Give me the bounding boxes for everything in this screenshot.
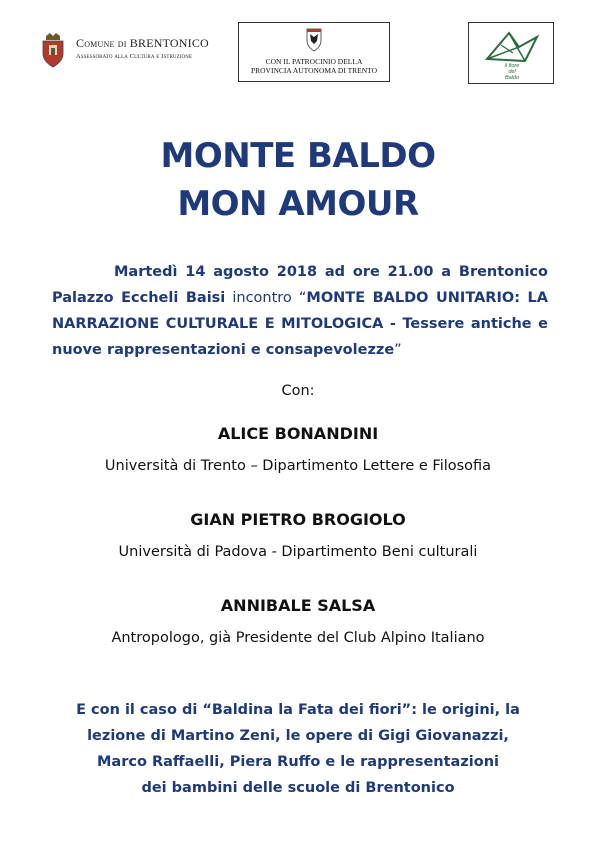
comune-name: Comune di BRENTONICO xyxy=(76,36,209,50)
fiore-baldo-text: il fiore del Baldo xyxy=(504,63,520,81)
closing-paragraph xyxy=(40,697,556,801)
event-date: Martedì 14 agosto 2018 ad ore 21.00 a Brentonico xyxy=(114,264,548,280)
con-label: Con: xyxy=(281,383,315,399)
patrocinio-logo xyxy=(238,22,390,82)
title-line1: MONTE BALDO xyxy=(160,136,436,176)
comune-logo xyxy=(40,30,230,76)
closing-line: E con il caso di “Baldina la Fata dei fiori”: le origini, la xyxy=(76,702,520,718)
event-description: Martedì 14 agosto 2018 ad ore 21.00 a Brentonico Palazzo Eccheli Baisi incontro “MONTE BALDO UNITARIO: LA NARRAZIONE CULTURALE E MITOLOGICA - Tessere antiche e nuove rappresentazioni e consapevolezze” xyxy=(52,264,548,358)
closing-line: Marco Raffaelli, Piera Ruffo e le rappresentazioni xyxy=(97,754,499,770)
speaker-affiliation: Università di Padova - Dipartimento Beni culturali xyxy=(118,544,478,560)
closing-line: dei bambini delle scuole di Brentonico xyxy=(141,780,455,796)
title-line2: MON AMOUR xyxy=(177,184,419,224)
speaker-name: ANNIBALE SALSA xyxy=(220,596,376,615)
speaker-name: GIAN PIETRO BROGIOLO xyxy=(190,510,406,529)
speaker-name: ALICE BONANDINI xyxy=(217,424,379,443)
eagle-crest-icon xyxy=(303,27,325,53)
flower-logo-icon xyxy=(479,27,545,65)
closing-line: lezione di Martino Zeni, le opere di Gigi Giovanazzi, xyxy=(87,728,509,744)
speaker-affiliation: Antropologo, già Presidente del Club Alpino Italiano xyxy=(111,630,485,646)
patrocinio-line2: PROVINCIA AUTONOMA DI TRENTO xyxy=(250,66,378,75)
speaker-affiliation: Università di Trento – Dipartimento Lettere e Filosofia xyxy=(104,458,492,474)
event-venue: Palazzo Eccheli Baisi xyxy=(52,290,226,306)
comune-subtitle: Assessorato alla Cultura e Istruzione xyxy=(76,53,193,60)
fiore-baldo-logo xyxy=(468,22,554,84)
coat-of-arms-icon xyxy=(40,32,66,68)
patrocinio-line1: CON IL PATROCINIO DELLA xyxy=(265,57,363,66)
event-topic: MONTE BALDO UNITARIO: LA NARRAZIONE CULTURALE E MITOLOGICA - Tessere antiche e nuove rappresentazioni e consapevolezze xyxy=(52,290,548,358)
